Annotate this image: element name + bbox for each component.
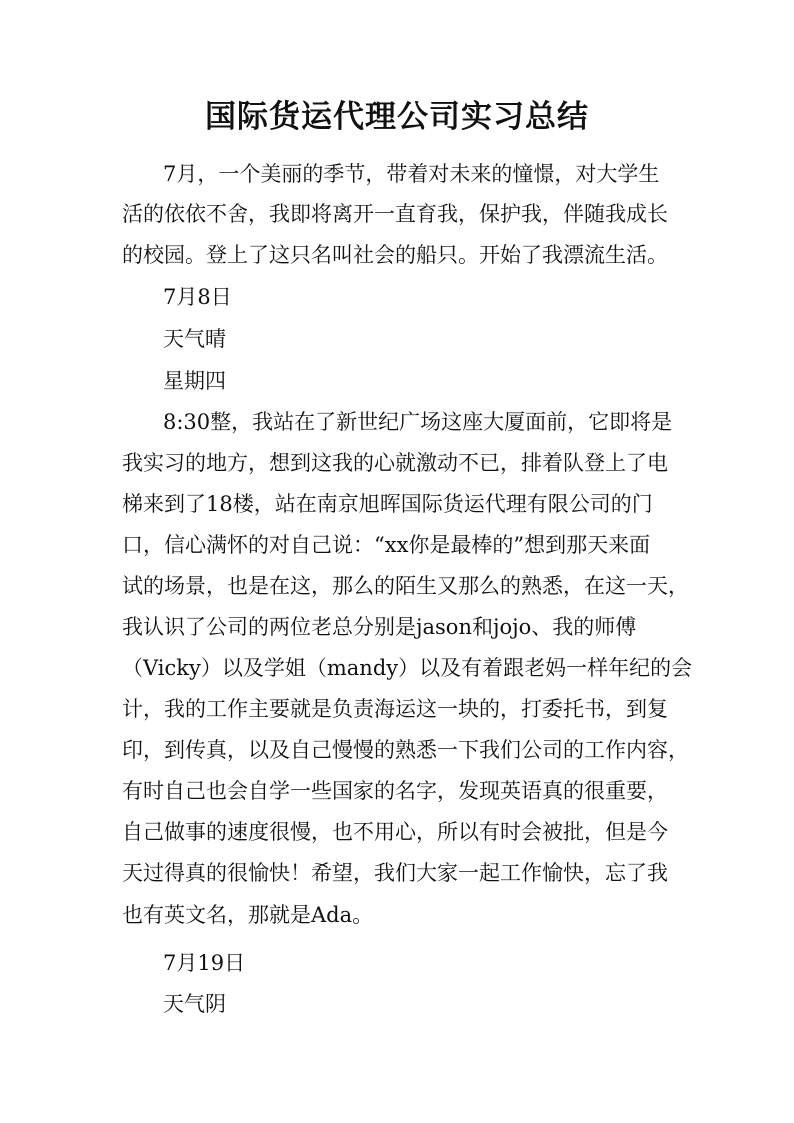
body-line: 口，信心满怀的对自己说：“xx你是最棒的”想到那天来面: [122, 533, 651, 557]
diary-weather: 天气晴: [163, 327, 226, 351]
body-line: 计，我的工作主要就是负责海运这一块的，打委托书，到复: [122, 697, 668, 721]
document-title: 国际货运代理公司实习总结: [205, 99, 589, 135]
body-line: 自己做事的速度很慢，也不用心，所以有时会被批，但是今: [122, 820, 668, 844]
body-line: 活的依依不舍，我即将离开一直育我，保护我，伴随我成长: [122, 202, 668, 226]
body-line: 印，到传真，以及自己慢慢的熟悉一下我们公司的工作内容，: [122, 738, 689, 762]
body-line: 我实习的地方，想到这我的心就激动不已，排着队登上了电: [122, 451, 668, 475]
body-line: 有时自己也会自学一些国家的名字，发现英语真的很重要，: [122, 779, 668, 803]
body-line: 8:30整，我站在了新世纪广场这座大厦面前，它即将是: [163, 410, 673, 434]
body-line: 天过得真的很愉快！希望，我们大家一起工作愉快，忘了我: [122, 861, 668, 885]
body-line: 梯来到了18楼，站在南京旭晖国际货运代理有限公司的门: [122, 492, 653, 516]
diary-date: 7月19日: [163, 951, 246, 975]
body-line: （Vicky）以及学姐（mandy）以及有着跟老妈一样年纪的会: [122, 656, 693, 680]
body-line: 7月，一个美丽的季节，带着对未来的憧憬，对大学生: [163, 162, 660, 186]
body-line: 也有英文名，那就是Ada。: [122, 903, 374, 927]
diary-date: 7月8日: [163, 285, 232, 309]
body-line: 我认识了公司的两位老总分别是jason和jojo、我的师傅: [122, 615, 637, 639]
diary-weather: 天气阴: [163, 992, 226, 1016]
body-line: 的校园。登上了这只名叫社会的船只。开始了我漂流生活。: [122, 243, 668, 267]
body-line: 试的场景，也是在这，那么的陌生又那么的熟悉，在这一天，: [122, 574, 689, 598]
diary-weekday: 星期四: [163, 369, 226, 393]
